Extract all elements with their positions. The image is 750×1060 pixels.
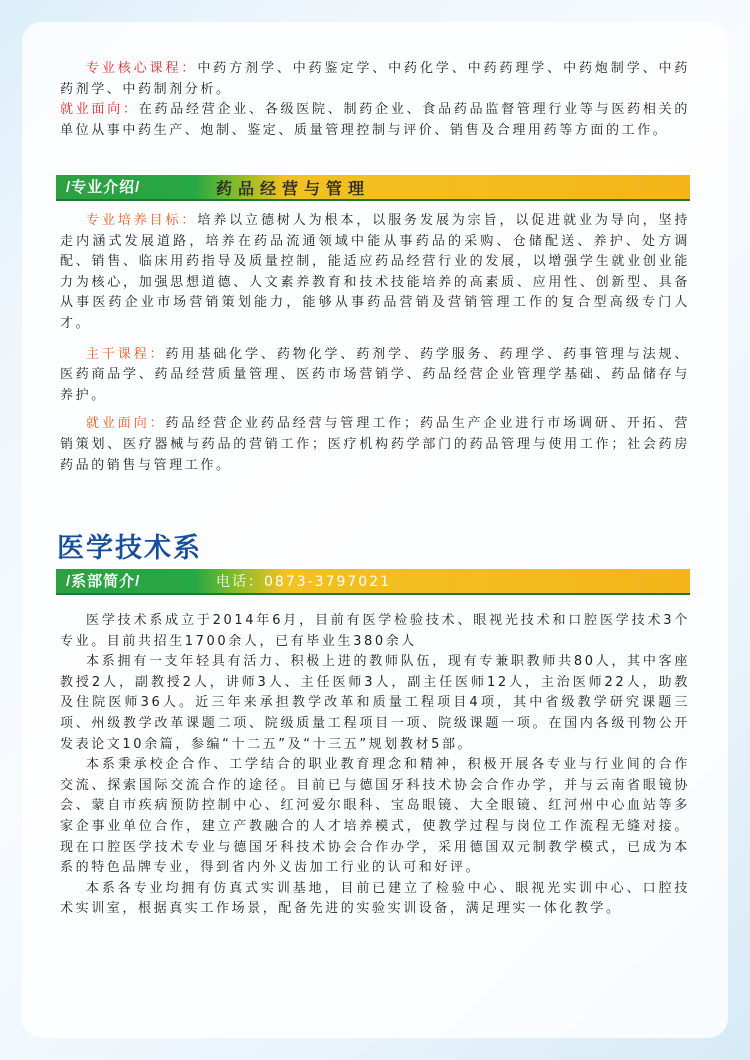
department-intro-text [60, 611, 690, 920]
pharma-employment-label: 就业面向： [86, 416, 166, 432]
dept-paragraph-1: 医学技术系成立于2014年6月，目前有医学检验技术、眼视光技术和口腔医学技术3个专业。目前共招生1700余人，已有毕业生380余人 [60, 613, 690, 649]
dept-paragraph-4: 本系各专业均拥有仿真式实训基地，目前已建立了检验中心、眼视光实训中心、口腔技术实训室，根据真实工作场景，配备先进的实验实训设备，满足理实一体化教学。 [60, 880, 690, 917]
core-courses-text: 中药方剂学、中药鉴定学、中药化学、中药药理学、中药炮制学、中药药剂学、中药制剂分析。 [60, 61, 690, 97]
core-courses-label: 专业核心课程： [86, 61, 198, 76]
training-goal-text: 培养以立德树人为根本，以服务发展为宗旨，以促进就业为导向，坚持走内涵式发展道路，培养在药品流通领域中能从事药品的采购、仓储配送、养护、处方调配、销售、临床用药指导及质量控制，能适应药品经营行业的发展，以增强学生就业创业能力为核心，加强思想道德、人文素养教育和技术技能培养的高素质、应用性、创新型、具备从事医药企业市场营销策划能力，能够从事药品营销及营销管理工作的复合型高级专门人才。 [60, 213, 690, 331]
employment-paragraph [60, 100, 690, 141]
pharma-employment-paragraph [60, 414, 690, 476]
dept-paragraph-2: 本系拥有一支年轻具有活力、积极上进的教师队伍，现有专兼职教师共80人，其中客座教授2人，副教授2人，讲师3人、主任医师3人，副主任医师12人，主治医师22人，助教及住院医师36人。近三年来承担教学改革和质量工程项目4项，其中省级教学研究课题三项、州级教学改革课题二项、院级质量工程项目一项、院级课题一项。在国内各级刊物公开发表论文10余篇，参编“十二五”及“十三五”规划教材5部。 [60, 654, 690, 752]
department-phone: 电话：0873-3797021 [216, 574, 392, 590]
major-intro-bar [56, 175, 690, 201]
pharma-major-section [60, 211, 690, 476]
major-intro-tag: /专业介绍/ [66, 179, 141, 196]
employment-text: 在药品经营企业、各级医院、制药企业、食品药品监督管理行业等与医药相关的单位从事中药生产、炮制、鉴定、质量管理控制与评价、销售及合理用药等方面的工作。 [60, 102, 690, 138]
employment-label: 就业面向： [60, 102, 139, 118]
tcm-major-section [60, 59, 690, 141]
major-title: 药品经营与管理 [216, 179, 371, 198]
pharma-employment-text: 药品经营企业药品经营与管理工作；药品生产企业进行市场调研、开拓、营销策划、医疗器械与药品的营销工作；医疗机构药学部门的药品管理与使用工作；社会药房药品的销售与管理工作。 [60, 416, 690, 473]
main-courses-paragraph [60, 345, 690, 407]
department-title: 医学技术系 [57, 533, 202, 564]
department-intro-tag: /系部简介/ [66, 573, 141, 590]
training-goal-paragraph [60, 211, 690, 335]
training-goal-label: 专业培养目标： [86, 213, 198, 228]
main-courses-label: 主干课程： [86, 346, 166, 362]
department-intro-bar [56, 569, 690, 595]
dept-paragraph-3: 本系秉承校企合作、工学结合的职业教育理念和精神，积极开展各专业与行业间的合作交流、探索国际交流合作的途径。目前已与德国牙科技术协会合作办学，并与云南省眼镜协会、蒙自市疾病预防控制中心、红河爱尔眼科、宝岛眼镜、大全眼镜、红河州中心血站等多家企事业单位合作，建立产教融合的人才培养模式，使教学过程与岗位工作流程无缝对接。现在口腔医学技术专业与德国牙科技术协会合作办学，采用德国双元制教学模式，已成为本系的特色品牌专业，得到省内外义齿加工行业的认可和好评。 [60, 757, 690, 876]
core-courses-paragraph [60, 59, 690, 100]
main-courses-text: 药用基础化学、药物化学、药剂学、药学服务、药理学、药事管理与法规、医药商品学、药品经营质量管理、医药市场营销学、药品经营企业管理学基础、药品储存与养护。 [60, 346, 690, 403]
